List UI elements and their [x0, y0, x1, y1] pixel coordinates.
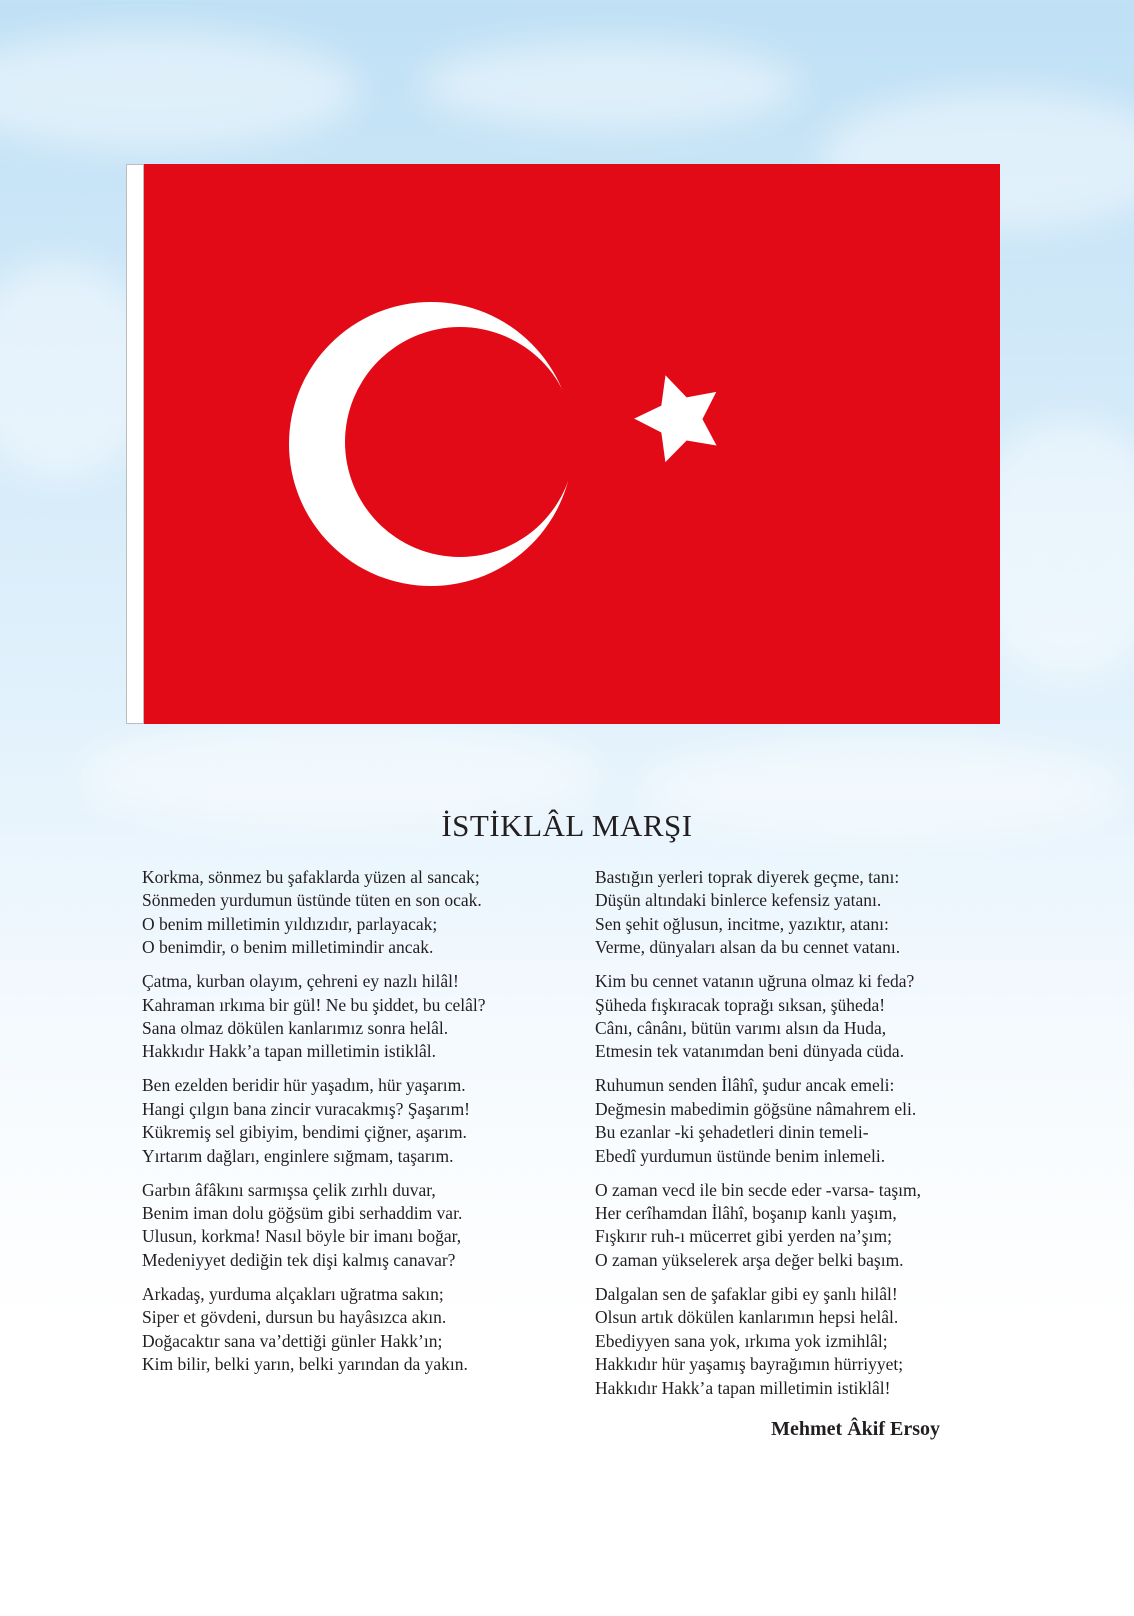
- verse-line: Kim bilir, belki yarın, belki yarından da yakın.: [142, 1354, 468, 1375]
- verse-line: Kim bu cennet vatanın uğruna olmaz ki feda?: [595, 971, 915, 992]
- stanza: [142, 970, 582, 1064]
- stanza: [595, 866, 1015, 960]
- verse-line: Sana olmaz dökülen kanlarımız sonra helâl.: [142, 1018, 449, 1039]
- verse-line: Doğacaktır sana va’dettiği günler Hakk’ın;: [142, 1330, 443, 1351]
- verse-line: Medeniyyet dediğin tek dişi kalmış canavar?: [142, 1249, 456, 1270]
- verse-line: Etmesin tek vatanımdan beni dünyada cüda.: [595, 1041, 905, 1062]
- author-name: Mehmet Âkif Ersoy: [771, 1418, 940, 1440]
- stanza: [595, 970, 1015, 1064]
- stanza: [142, 1283, 582, 1377]
- poem-column-left: [142, 866, 582, 1387]
- verse-line: Yırtarım dağları, enginlere sığmam, taşarım.: [142, 1145, 454, 1166]
- turkish-flag: [126, 164, 1000, 724]
- verse-line: Olsun artık dökülen kanlarımın hepsi helâl.: [595, 1307, 899, 1328]
- verse-line: Arkadaş, yurduma alçakları uğratma sakın;: [142, 1283, 444, 1304]
- verse-line: Ebediyyen sana yok, ırkıma yok izmihlâl;: [595, 1330, 888, 1351]
- verse-line: O benimdir, o benim milletimindir ancak.: [142, 937, 434, 958]
- verse-line: Cânı, cânânı, bütün varımı alsın da Huda,: [595, 1018, 887, 1039]
- verse-line: Verme, dünyaları alsan da bu cennet vatanı.: [595, 937, 901, 958]
- verse-line: O zaman yükselerek arşa değer belki başım.: [595, 1249, 904, 1270]
- stanza: [595, 1283, 1015, 1400]
- stanza: [142, 1179, 582, 1273]
- verse-line: O benim milletimin yıldızıdır, parlayacak;: [142, 913, 438, 934]
- verse-line: Düşün altındaki binlerce kefensiz yatanı.: [595, 890, 882, 911]
- verse-line: Sen şehit oğlusun, incitme, yazıktır, atanı:: [595, 913, 889, 934]
- verse-line: Fışkırır ruh-ı mücerret gibi yerden na’şım;: [595, 1226, 892, 1247]
- poem-title: İSTİKLÂL MARŞI: [441, 808, 693, 843]
- verse-line: Bu ezanlar -ki şehadetleri dinin temeli-: [595, 1122, 869, 1143]
- verse-line: Ebedî yurdumun üstünde benim inlemeli.: [595, 1145, 886, 1166]
- verse-line: Her cerîhamdan İlâhî, boşanıp kanlı yaşım,: [595, 1203, 897, 1224]
- stanza: [142, 866, 582, 960]
- verse-line: Kükremiş sel gibiyim, bendimi çiğner, aşarım.: [142, 1122, 467, 1143]
- verse-line: Sönmeden yurdumun üstünde tüten en son ocak.: [142, 890, 482, 911]
- verse-line: Siper et gövdeni, dursun bu hayâsızca akın.: [142, 1307, 447, 1328]
- verse-line: Bastığın yerleri toprak diyerek geçme, tanı:: [595, 867, 900, 887]
- verse-line: Ulusun, korkma! Nasıl böyle bir imanı boğar,: [142, 1226, 462, 1247]
- crescent-icon: [289, 302, 573, 586]
- flag-field: [144, 164, 1000, 724]
- verse-line: Benim iman dolu göğsüm gibi serhaddim var.: [142, 1203, 463, 1224]
- verse-line: O zaman vecd ile bin secde eder -varsa- taşım,: [595, 1179, 922, 1200]
- verse-line: Hakkıdır Hakk’a tapan milletimin istiklâl!: [595, 1377, 891, 1398]
- flag-pole: [126, 164, 144, 724]
- verse-line: Kahraman ırkıma bir gül! Ne bu şiddet, bu celâl?: [142, 994, 486, 1015]
- verse-line: Şüheda fışkıracak toprağı sıksan, şüheda!: [595, 994, 886, 1015]
- verse-line: Değmesin mabedimin göğsüne nâmahrem eli.: [595, 1098, 917, 1119]
- poem-column-right: [595, 866, 1015, 1411]
- verse-line: Ben ezelden beridir hür yaşadım, hür yaşarım.: [142, 1075, 466, 1096]
- verse-line: Hakkıdır Hakk’a tapan milletimin istiklâl.: [142, 1041, 437, 1062]
- stanza: [595, 1074, 1015, 1168]
- verse-line: Çatma, kurban olayım, çehreni ey nazlı hilâl!: [142, 971, 459, 992]
- sky-cloud: [420, 40, 800, 130]
- verse-line: Dalgalan sen de şafaklar gibi ey şanlı hilâl!: [595, 1283, 898, 1304]
- verse-line: Hakkıdır hür yaşamış bayrağımın hürriyyet;: [595, 1354, 904, 1375]
- verse-line: Korkma, sönmez bu şafaklarda yüzen al sancak;: [142, 867, 480, 887]
- verse-line: Hangi çılgın bana zincir vuracakmış? Şaşarım!: [142, 1098, 471, 1119]
- verse-line: Ruhumun senden İlâhî, şudur ancak emeli:: [595, 1075, 895, 1096]
- stanza: [142, 1074, 582, 1168]
- verse-line: Garbın âfâkını sarmışsa çelik zırhlı duvar,: [142, 1179, 436, 1200]
- stanza: [595, 1179, 1015, 1273]
- sky-cloud: [0, 30, 360, 150]
